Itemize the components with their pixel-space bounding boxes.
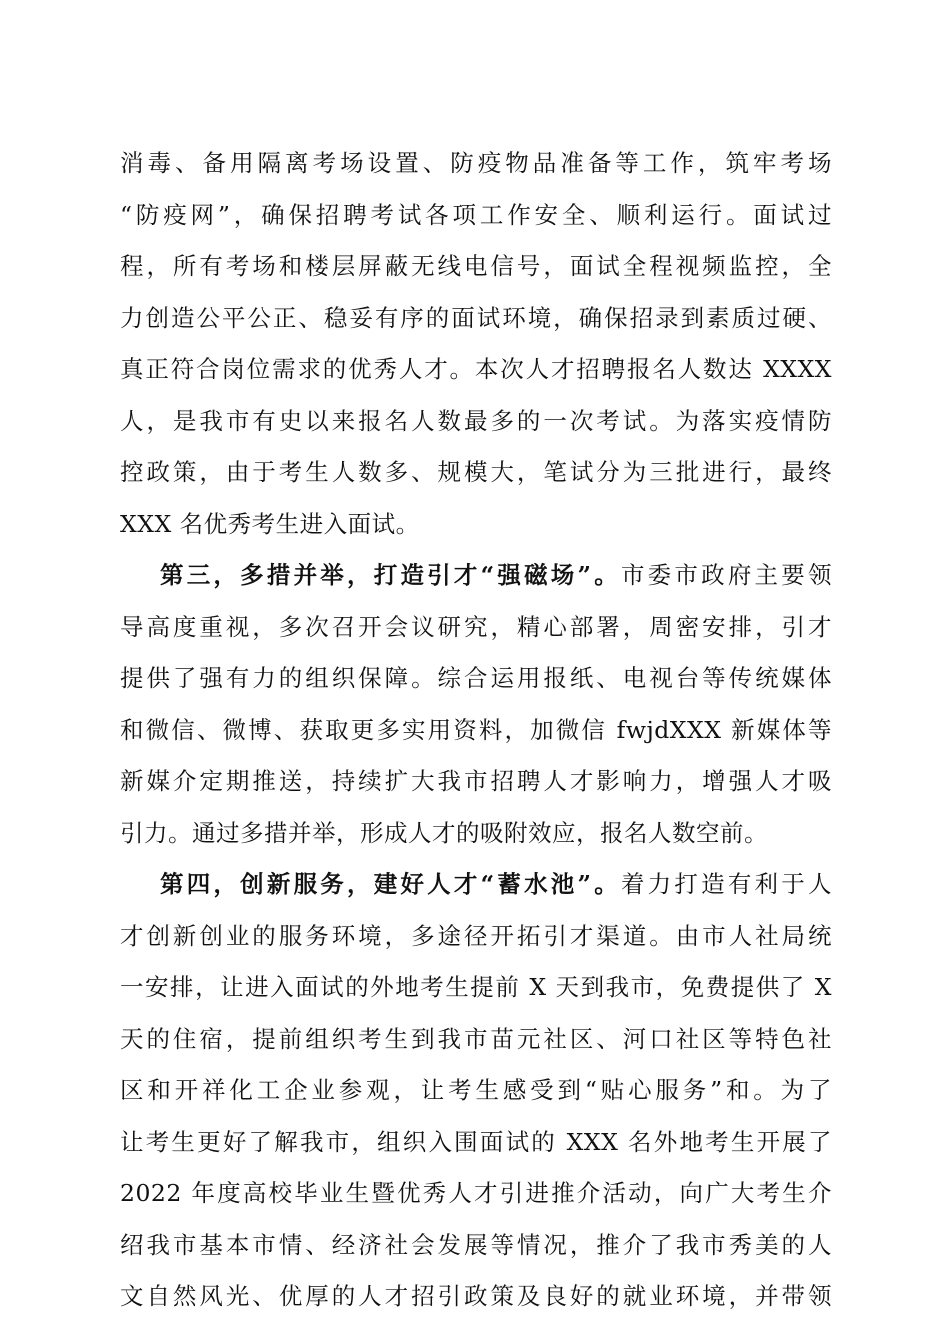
text-line: 真正符合岗位需求的优秀人才。本次人才招聘报名人数达 XXXX (120, 355, 832, 383)
text-line (120, 550, 832, 602)
text-line: 文自然风光、优厚的人才招引政策及良好的就业环境，并带领 (120, 1282, 832, 1310)
text-line: 人，是我市有史以来报名人数最多的一次考试。为落实疫情防 (120, 406, 832, 435)
text-line: 提供了强有力的组织保障。综合运用报纸、电视台等传统媒体 (120, 664, 832, 692)
text-line: 和微信、微博、获取更多实用资料，加微信 fwjdXXX 新媒体等 (120, 715, 832, 744)
text-line: 力创造公平公正、稳妥有序的面试环境，确保招录到素质过硬、 (120, 303, 832, 332)
text-run: 着力打造有利于人 (620, 870, 832, 898)
section-heading-fourth: 第四，创新服务，建好人才“蓄水池”。 (160, 870, 621, 898)
text-line: 一安排，让进入面试的外地考生提前 X 天到我市，免费提供了 X (120, 973, 832, 1001)
text-line: 引力。通过多措并举，形成人才的吸附效应，报名人数空前。 (120, 818, 768, 847)
paragraph-epidemic-prevention (120, 138, 832, 550)
text-line: 区和开祥化工企业参观，让考生感受到“贴心服务”和。为了 (120, 1076, 832, 1104)
paragraph-multiple-measures (120, 550, 832, 859)
text-line: 程，所有考场和楼层屏蔽无线电信号，面试全程视频监控，全 (120, 252, 832, 280)
text-line: XXX 名优秀考生进入面试。 (120, 509, 420, 538)
document-page (120, 138, 832, 1323)
text-line (120, 859, 832, 911)
text-line: 新媒介定期推送，持续扩大我市招聘人才影响力，增强人才吸 (120, 767, 832, 795)
section-heading-third: 第三，多措并举，打造引才“强磁场”。 (160, 561, 621, 589)
text-line: 控政策，由于考生人数多、规模大，笔试分为三批进行，最终 (120, 458, 832, 486)
paragraph-innovative-service (120, 859, 832, 1323)
text-line: 消毒、备用隔离考场设置、防疫物品准备等工作，筑牢考场 (120, 149, 832, 177)
text-line: 才创新创业的服务环境，多途径开拓引才渠道。由市人社局统 (120, 921, 832, 950)
text-run: 市委市政府主要领 (620, 561, 832, 589)
text-line: 绍我市基本市情、经济社会发展等情况，推介了我市秀美的人 (120, 1230, 832, 1259)
text-line: 2022 年度高校毕业生暨优秀人才引进推介活动，向广大考生介 (120, 1179, 832, 1207)
text-line: 导高度重视，多次召开会议研究，精心部署，周密安排，引才 (120, 612, 832, 641)
text-line: 让考生更好了解我市，组织入围面试的 XXX 名外地考生开展了 (120, 1127, 832, 1156)
text-line: 天的住宿，提前组织考生到我市苗元社区、河口社区等特色社 (120, 1024, 832, 1053)
text-line: “防疫网”，确保招聘考试各项工作安全、顺利运行。面试过 (120, 200, 832, 229)
